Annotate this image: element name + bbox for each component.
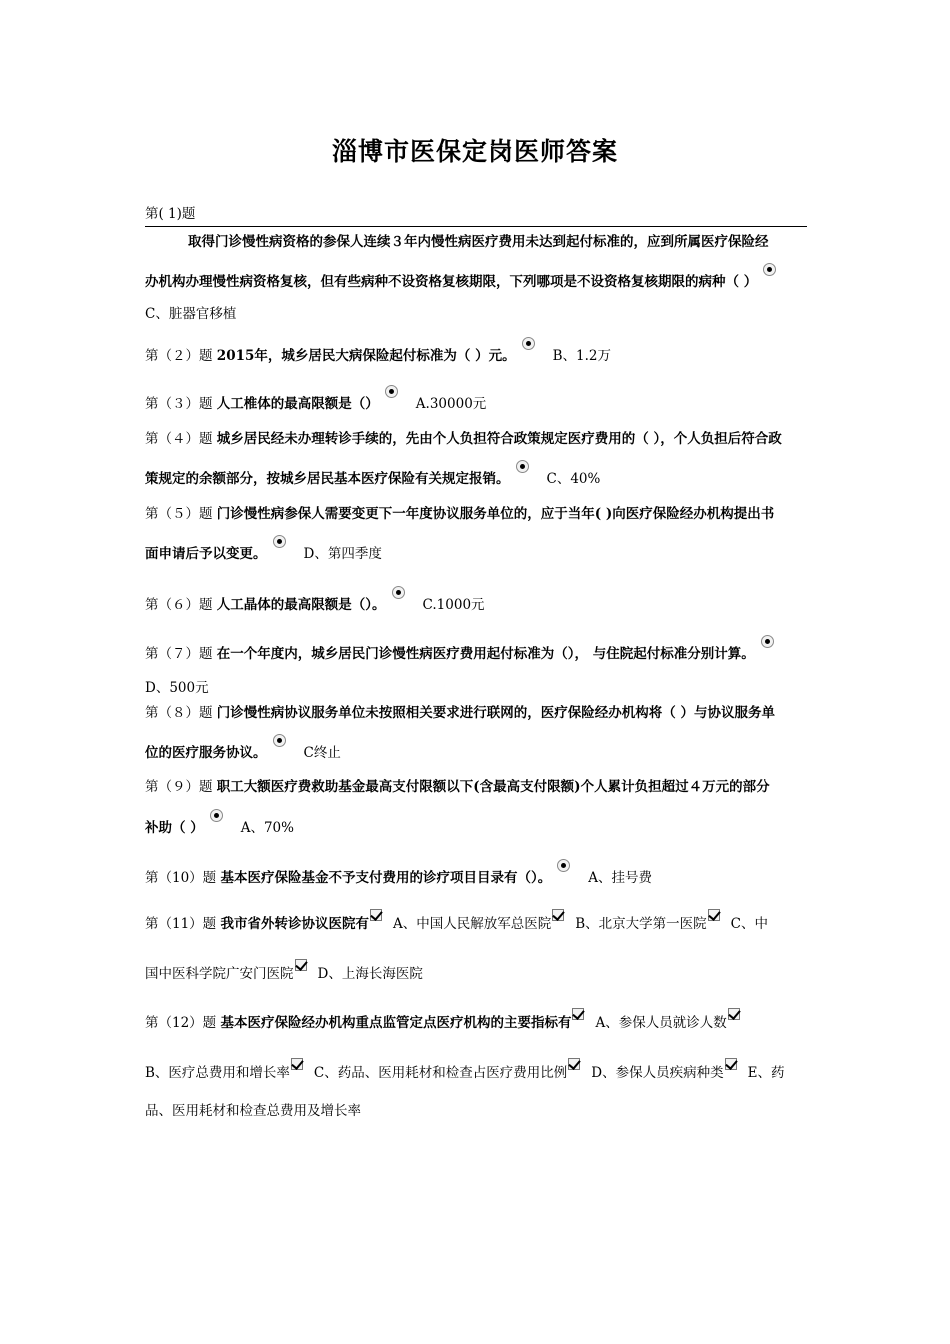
question-12-line1 — [145, 1008, 810, 1034]
question-7-text: 在一个年度内，城乡居民门诊慢性病医疗费用起付标准为（）， 与住院起付标准分别计算。 — [216, 646, 755, 662]
checkbox-checked-icon[interactable] — [708, 909, 720, 921]
checkbox-checked-icon[interactable] — [370, 909, 382, 921]
checkbox-checked-icon[interactable] — [552, 909, 564, 921]
question-12-option-e-part2: 品、医用耗材和检查总费用及增长率 — [145, 1103, 361, 1119]
question-9-line2 — [145, 809, 810, 839]
radio-selected-icon[interactable] — [761, 635, 774, 648]
checkbox-checked-icon[interactable] — [728, 1008, 740, 1020]
question-5-answer: D、第四季度 — [303, 546, 382, 562]
question-8-text-line2: 位的医疗服务协议。 — [145, 745, 267, 761]
checkbox-checked-icon[interactable] — [295, 959, 307, 971]
question-11-line1 — [145, 909, 810, 935]
checkbox-checked-icon[interactable] — [291, 1058, 303, 1070]
radio-selected-icon[interactable] — [763, 263, 776, 276]
question-8-line1 — [145, 702, 810, 724]
question-12-option-b: B、医疗总费用和增长率 — [145, 1065, 290, 1081]
question-7-label: 第（７）题 — [145, 646, 213, 662]
question-6 — [145, 586, 810, 616]
question-2-text: 2015年，城乡居民大病保险起付标准为（ ）元。 — [216, 348, 516, 364]
question-3 — [145, 385, 810, 415]
radio-selected-icon[interactable] — [557, 859, 570, 872]
question-1-answer: C、脏器官移植 — [145, 306, 237, 322]
question-11-option-a: A、中国人民解放军总医院 — [392, 916, 552, 932]
question-3-label: 第（３）题 — [145, 396, 213, 412]
question-11-text: 我市省外转诊协议医院有 — [220, 916, 369, 932]
question-9-text-line2: 补助（ ） — [145, 820, 204, 836]
question-12-label: 第（12）题 — [145, 1015, 217, 1031]
question-12-option-e-part1: E、药 — [747, 1065, 785, 1081]
question-2 — [145, 337, 810, 367]
question-4-line2 — [145, 460, 810, 490]
checkbox-checked-icon[interactable] — [725, 1058, 737, 1070]
question-11-option-d: D、上海长海医院 — [317, 966, 423, 982]
question-3-text: 人工椎体的最高限额是（） — [216, 396, 379, 412]
radio-selected-icon[interactable] — [522, 337, 535, 350]
question-4-label: 第（４）题 — [145, 431, 213, 447]
question-9-line1 — [145, 776, 810, 798]
question-11-label: 第（11）题 — [145, 916, 217, 932]
question-4-line1 — [145, 428, 810, 450]
radio-selected-icon[interactable] — [392, 586, 405, 599]
divider-rule — [145, 226, 807, 227]
radio-selected-icon[interactable] — [516, 460, 529, 473]
question-5-text-line1: 门诊慢性病参保人需要变更下一年度协议服务单位的，应于当年( )向医疗保险经办机构提出书 — [216, 506, 775, 522]
question-10-answer: A、挂号费 — [588, 870, 652, 886]
question-8-line2 — [145, 734, 810, 764]
question-9-answer: A、70% — [240, 820, 294, 836]
question-2-answer: B、1.2万 — [552, 348, 611, 364]
question-11-option-c-part2: 国中医科学院广安门医院 — [145, 966, 294, 982]
radio-selected-icon[interactable] — [273, 734, 286, 747]
question-1-text-line2: 办机构办理慢性病资格复核，但有些病种不设资格复核期限，下列哪项是不设资格复核期限的病种（ ） — [145, 274, 758, 290]
question-3-answer: A.30000元 — [415, 396, 487, 412]
question-4-text-line2: 策规定的余额部分，按城乡居民基本医疗保险有关规定报销。 — [145, 471, 510, 487]
radio-selected-icon[interactable] — [385, 385, 398, 398]
question-11-line2 — [145, 959, 810, 985]
question-12-line2 — [145, 1058, 810, 1084]
question-12-option-a: A、参保人员就诊人数 — [595, 1015, 727, 1031]
question-8-answer: C终止 — [303, 745, 341, 761]
question-8-label: 第（８）题 — [145, 705, 213, 721]
question-5-line2 — [145, 535, 810, 565]
question-6-label: 第（６）题 — [145, 597, 213, 613]
radio-selected-icon[interactable] — [273, 535, 286, 548]
question-7 — [145, 635, 810, 665]
page-title: 淄博市医保定岗医师答案 — [331, 137, 618, 166]
question-4-text-line1: 城乡居民经未办理转诊手续的，先由个人负担符合政策规定医疗费用的（ ），个人负担后符合政 — [216, 431, 782, 447]
question-5-line1 — [145, 503, 810, 525]
question-6-text: 人工晶体的最高限额是（）。 — [216, 597, 386, 613]
question-9-label: 第（９）题 — [145, 779, 213, 795]
checkbox-checked-icon[interactable] — [572, 1008, 584, 1020]
question-10-label: 第（10）题 — [145, 870, 217, 886]
question-1-text-line2-row — [145, 263, 810, 293]
question-9-text-line1: 职工大额医疗费救助基金最高支付限额以下(含最高支付限额)个人累计负担超过４万元的部分 — [216, 779, 770, 795]
question-1-label: 第( 1)题 — [145, 206, 196, 222]
question-10 — [145, 859, 810, 889]
question-6-answer: C.1000元 — [422, 597, 485, 613]
question-1-text-line1: 取得门诊慢性病资格的参保人连续３年内慢性病医疗费用未达到起付标准的，应到所属医疗保险经 — [188, 234, 769, 250]
radio-selected-icon[interactable] — [210, 809, 223, 822]
question-5-label: 第（５）题 — [145, 506, 213, 522]
question-12-option-c: C、药品、医用耗材和检查占医疗费用比例 — [313, 1065, 568, 1081]
question-8-text-line1: 门诊慢性病协议服务单位未按照相关要求进行联网的，医疗保险经办机构将（ ）与协议服务单 — [216, 705, 775, 721]
question-5-text-line2: 面申请后予以变更。 — [145, 546, 267, 562]
question-4-answer: C、40% — [546, 471, 601, 487]
question-2-label: 第（２）题 — [145, 348, 213, 364]
question-12-option-d: D、参保人员疾病种类 — [591, 1065, 724, 1081]
question-10-text: 基本医疗保险基金不予支付费用的诊疗项目目录有（）。 — [220, 870, 552, 886]
question-12-text: 基本医疗保险经办机构重点监管定点医疗机构的主要指标有 — [220, 1015, 572, 1031]
checkbox-checked-icon[interactable] — [568, 1058, 580, 1070]
question-7-answer: D、500元 — [145, 680, 209, 696]
question-11-option-b: B、北京大学第一医院 — [575, 916, 707, 932]
question-11-option-c-part1: C、中 — [730, 916, 768, 932]
